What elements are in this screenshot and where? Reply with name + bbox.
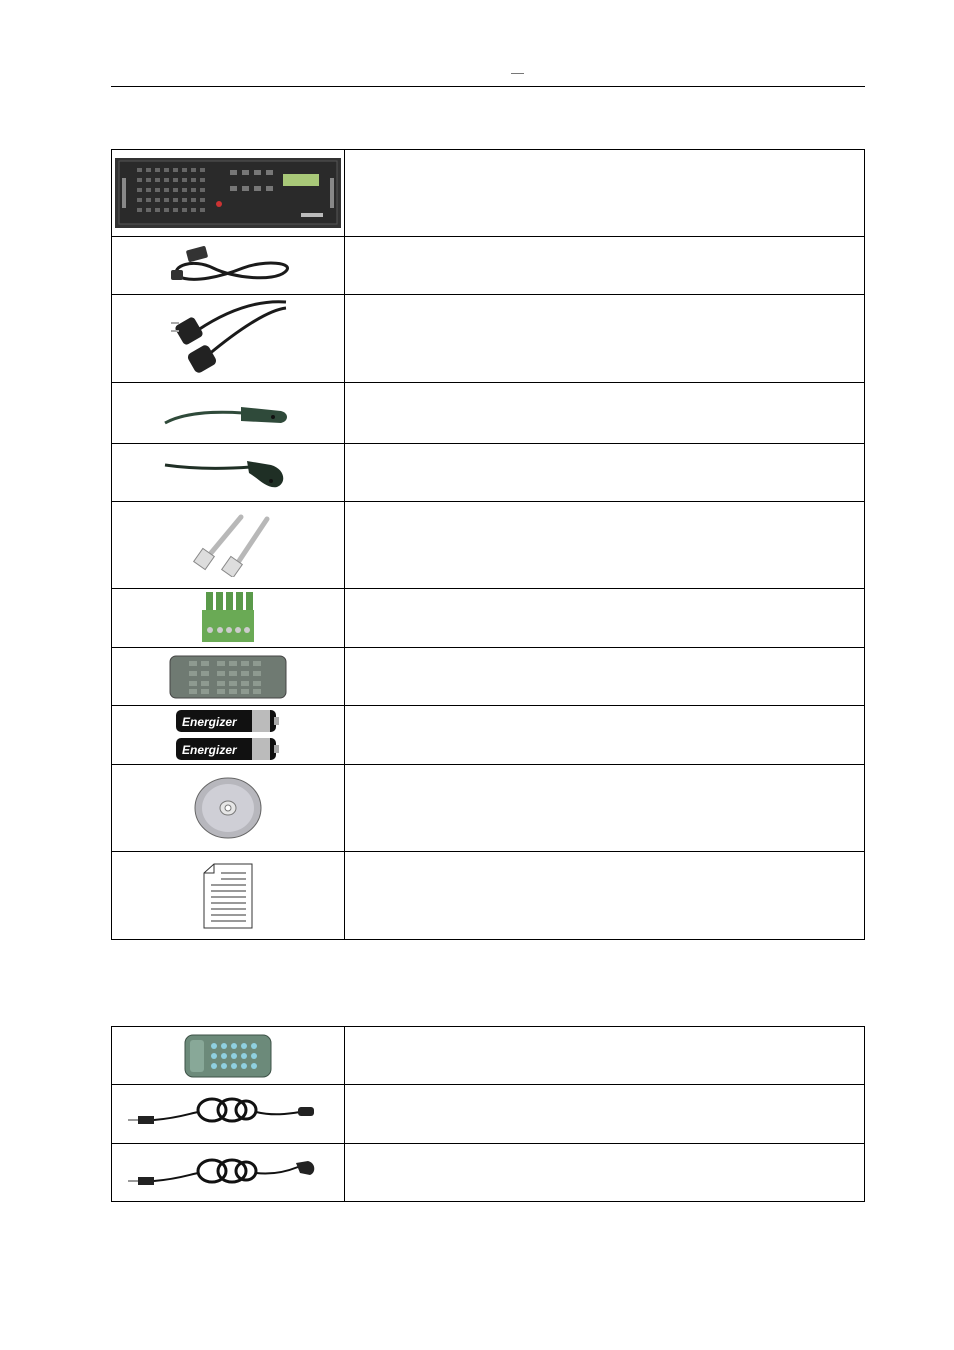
item-image-cell [112, 706, 345, 765]
item-image-cell [112, 765, 345, 852]
table-row [112, 150, 865, 237]
wall-mount-bracket-icon [169, 655, 287, 699]
item-image-cell [112, 1027, 345, 1085]
item-description [345, 1027, 865, 1085]
item-description [345, 1085, 865, 1144]
item-description [345, 706, 865, 765]
header-rule [111, 86, 865, 87]
header-page-marker [511, 73, 524, 74]
table-row [112, 589, 865, 648]
ir-remote-control-icon [184, 1034, 272, 1078]
network-cables-icon [183, 513, 273, 577]
table-row [112, 1144, 865, 1202]
item-description [345, 444, 865, 502]
table-row [112, 295, 865, 383]
package-contents-table [111, 149, 865, 940]
item-image-cell [112, 852, 345, 940]
power-cord-icon [168, 300, 288, 378]
table-row [112, 1085, 865, 1144]
item-image-cell [112, 648, 345, 706]
battery-brand-label: Energizer [182, 715, 237, 729]
item-image-cell [112, 295, 345, 383]
item-description [345, 852, 865, 940]
table-row [112, 765, 865, 852]
item-image-cell [112, 1085, 345, 1144]
item-image-cell [112, 502, 345, 589]
item-description [345, 150, 865, 237]
phoenix-connector-icon [200, 592, 256, 644]
battery-brand-label: Energizer [182, 743, 237, 757]
aaa-batteries-icon [174, 708, 282, 762]
table-row [112, 502, 865, 589]
ir-blaster-cable-icon [128, 1153, 328, 1193]
item-description [345, 765, 865, 852]
item-description [345, 237, 865, 295]
item-description [345, 295, 865, 383]
item-image-cell [112, 237, 345, 295]
table-row [112, 852, 865, 940]
table-row [112, 706, 865, 765]
item-image-cell [112, 150, 345, 237]
ir-emitter-cable-icon [163, 453, 293, 493]
item-image-cell [112, 589, 345, 648]
item-description [345, 648, 865, 706]
optional-accessories-table [111, 1026, 865, 1202]
table-row [112, 1027, 865, 1085]
table-row [112, 444, 865, 502]
serial-cable-icon [163, 246, 293, 286]
matrix-switcher-chassis-icon [115, 158, 341, 228]
user-manual-icon [203, 863, 253, 929]
item-description [345, 589, 865, 648]
ir-extension-cable-icon [128, 1094, 328, 1134]
item-image-cell [112, 1144, 345, 1202]
item-description [345, 502, 865, 589]
item-image-cell [112, 383, 345, 444]
table-row [112, 648, 865, 706]
item-description [345, 1144, 865, 1202]
table-row [112, 237, 865, 295]
table-row [112, 383, 865, 444]
ir-receiver-cable-icon [163, 393, 293, 433]
item-image-cell [112, 444, 345, 502]
item-description [345, 383, 865, 444]
software-cd-icon [193, 776, 263, 840]
